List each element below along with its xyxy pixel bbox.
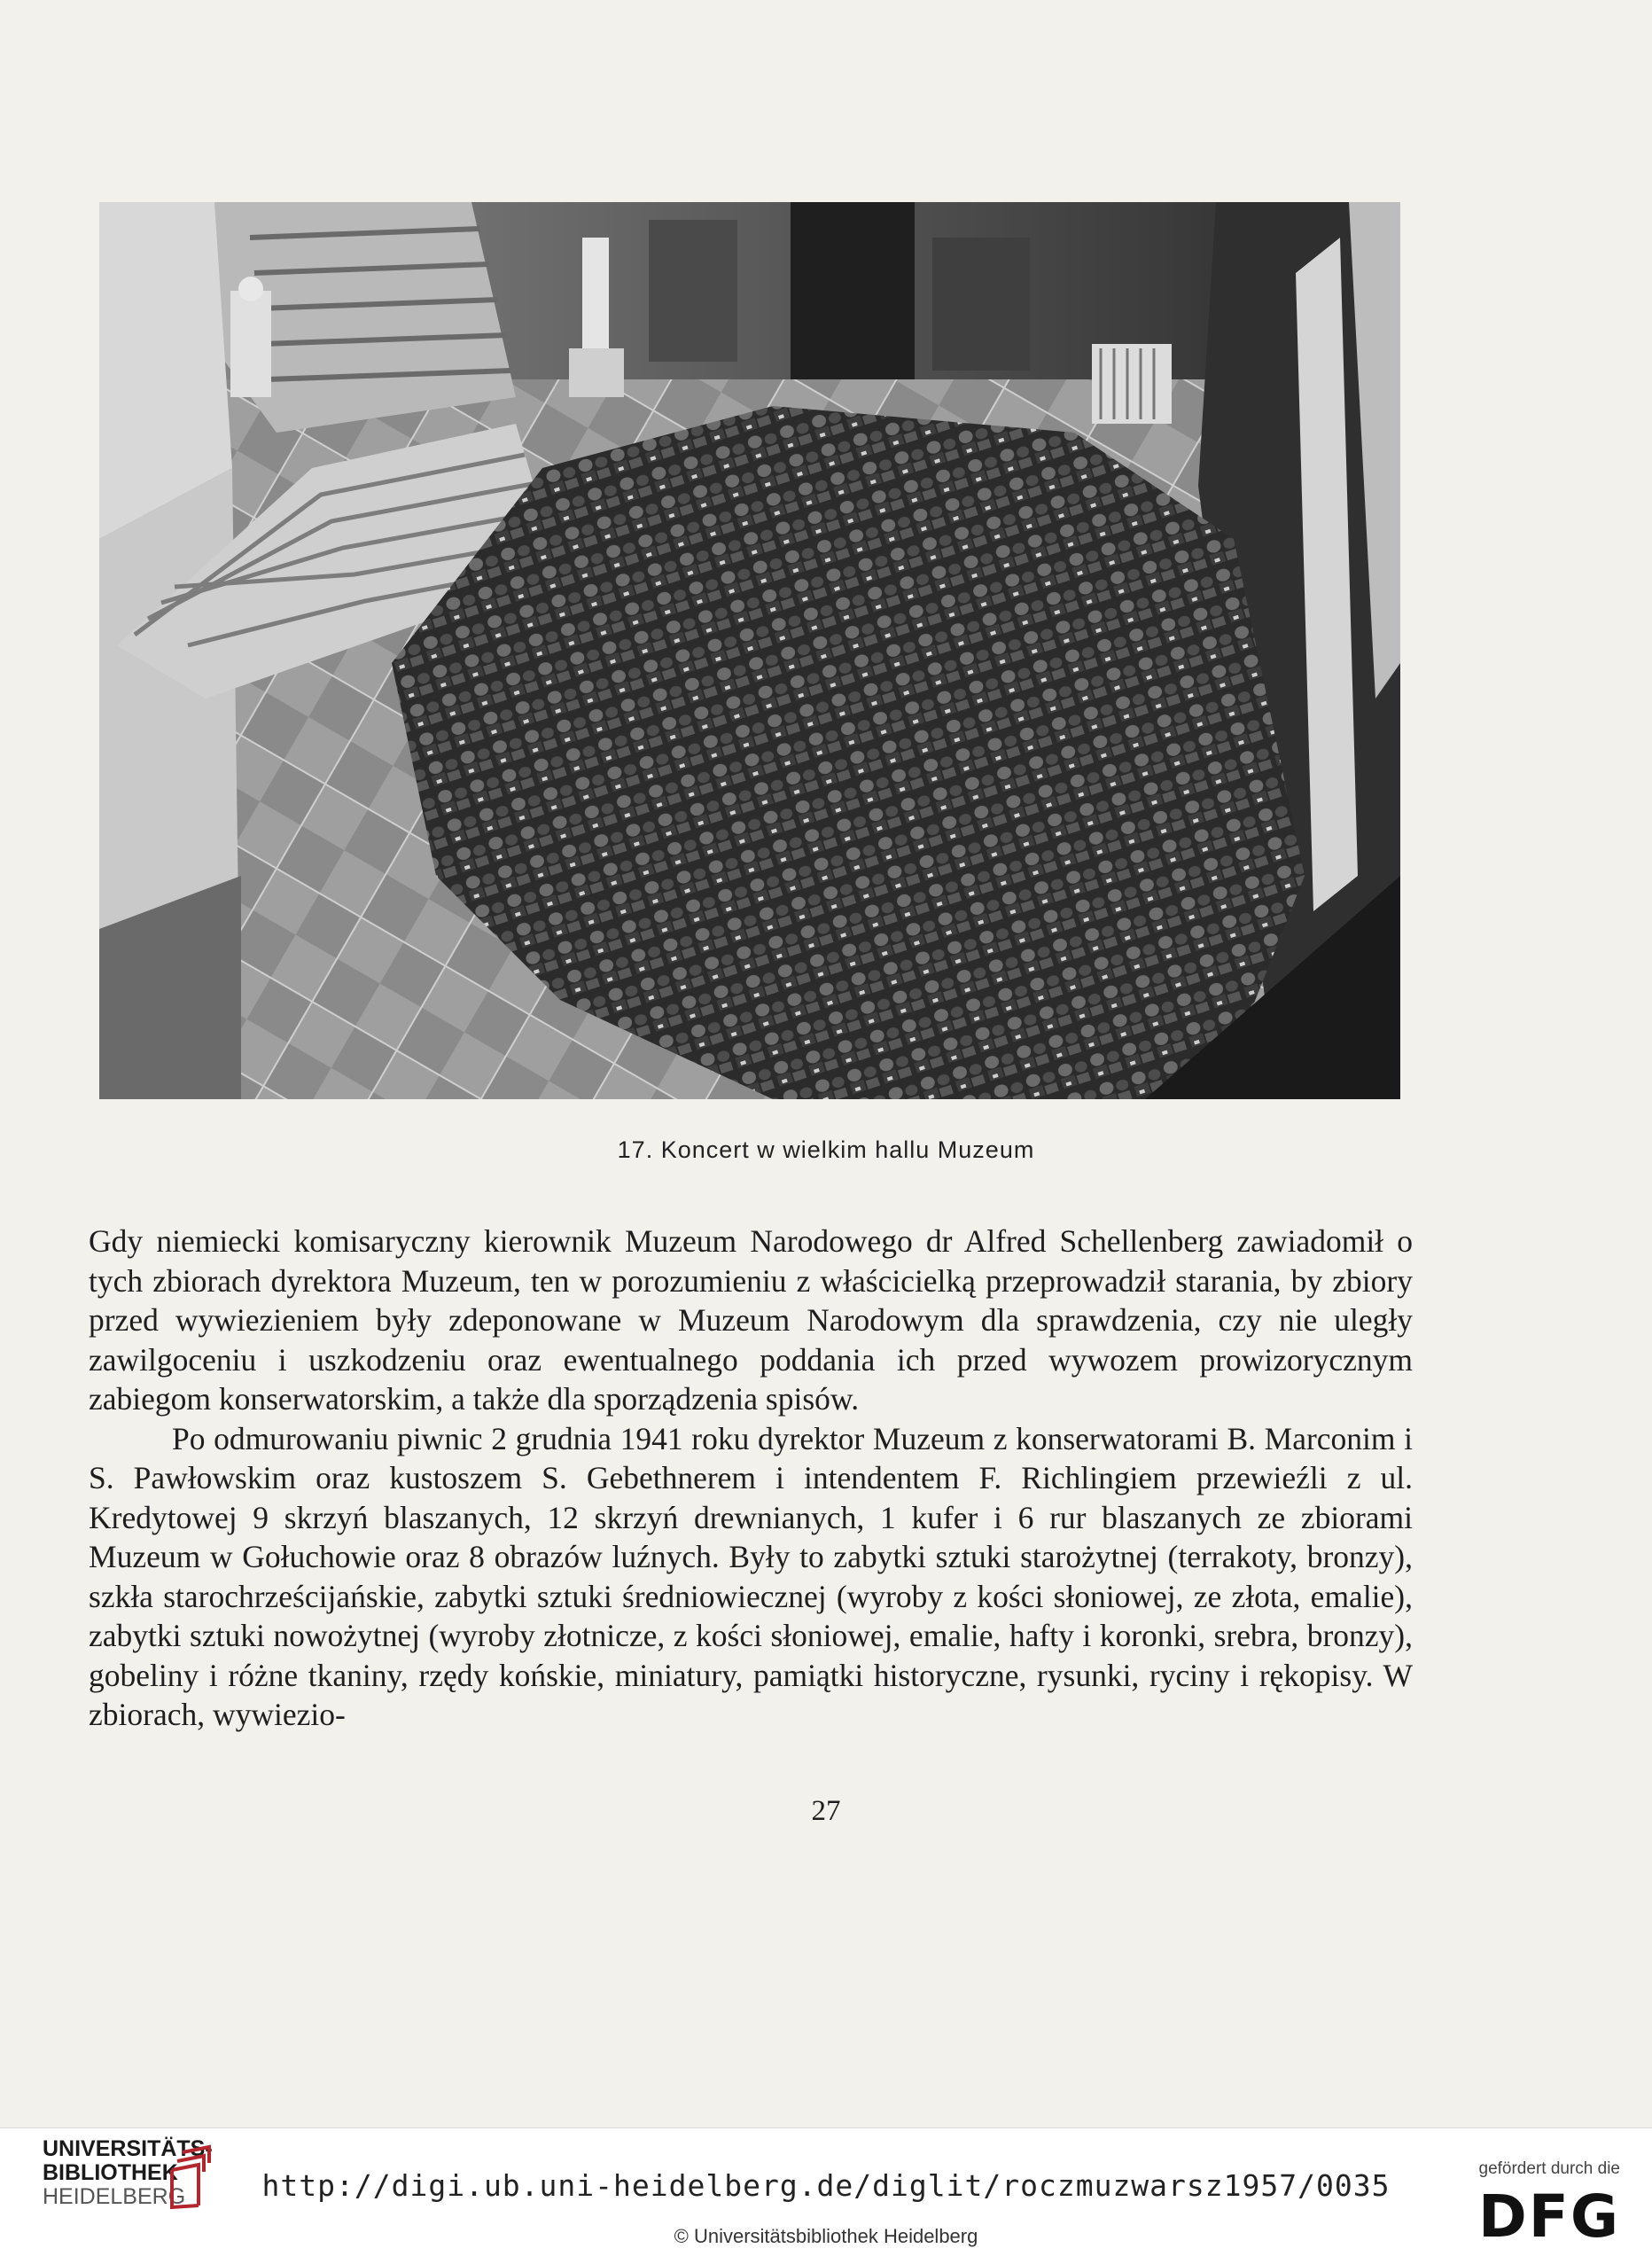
article-body <box>89 1222 1413 1735</box>
library-line-3: HEIDELBERG <box>43 2184 186 2209</box>
library-line-2: BIBLIOTHEK <box>43 2160 178 2185</box>
paragraph-1: Gdy niemiecki komisaryczny kierownik Muzeum Narodowego dr Alfred Schellenberg zawiadomił o tych zbiorach dyrektora Muzeum, ten w porozumieniu z właścicielką przeprowadził starania, by zbiory przed wywiezieniem były zdeponowane w Muzeum Narodowym dla sprawdzenia, czy nie uległy zawilgoceniu i uszkodzeniu oraz ewentualnego poddania ich przed wywozem prowizorycznym zabiegom konserwatorskim, a także dla sporządzenia spisów. <box>89 1223 1413 1417</box>
dfg-logo: DFG <box>1477 2182 1620 2251</box>
page-number: 27 <box>811 1795 841 1827</box>
library-line-1: UNIVERSITÄTS- <box>43 2136 213 2161</box>
dfg-funding-label: gefördert durch die <box>1478 2159 1620 2178</box>
document-url-link[interactable]: http://digi.ub.uni-heidelberg.de/diglit/roczmuzwarsz1957/0035 <box>261 2168 1391 2203</box>
photo-illustration <box>99 202 1400 1099</box>
concert-photograph <box>99 202 1400 1099</box>
photo-caption: 17. Koncert w wielkim hallu Muzeum <box>617 1136 1035 1163</box>
copyright-notice: © Universitätsbibliothek Heidelberg <box>674 2225 978 2247</box>
paragraph-2: Po odmurowaniu piwnic 2 grudnia 1941 roku dyrektor Muzeum z konserwatorami B. Marconim i S. Pawłowskim oraz kustoszem S. Gebethnerem i intendentem F. Richlingiem przewieźli z ul. Kredytowej 9 skrzyń blaszanych, 12 skrzyń drewnianych, 1 kufer i 6 rur blaszanych ze zbiorami Muzeum w Gołuchowie oraz 8 obrazów luźnych. Były to zabytki sztuki starożytnej (terrakoty, bronzy), szkła starochrześcijańskie, zabytki sztuki średniowiecznej (wyroby z kości słoniowej, ze złota, emalie), zabytki sztuki nowożytnej (wyroby złotnicze, z kości słoniowej, emalie, hafty i koronki, srebra, bronzy), gobeliny i różne tkaniny, rzędy końskie, miniatury, pamiątki historyczne, rysunki, ryciny i rękopisy. W zbiorach, wywiezio- <box>89 1420 1413 1732</box>
